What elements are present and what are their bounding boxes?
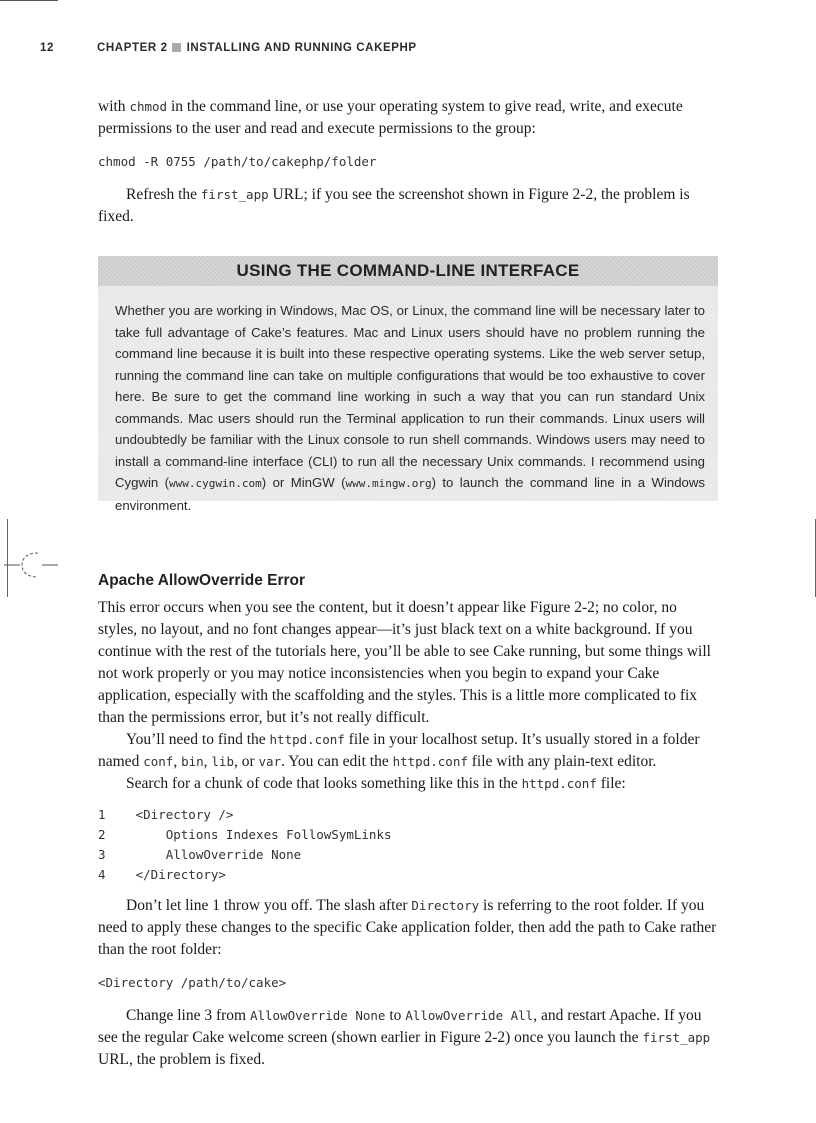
paragraph <box>98 729 718 773</box>
page-number: 12 <box>40 42 54 54</box>
section-body <box>98 597 718 1071</box>
text-run: Change line 3 from <box>126 1007 250 1024</box>
cygwin-url: www.cygwin.com <box>169 477 262 490</box>
chapter-heading <box>97 42 417 54</box>
square-bullet-icon <box>172 43 181 52</box>
text-run: URL; if you see the screenshot shown in Figure 2-2, the problem is fixed. <box>98 186 690 225</box>
command-line: chmod -R 0755 /path/to/cakephp/folder <box>98 154 377 169</box>
text-run: ) to launch the command line in a Windows environment. <box>115 475 705 513</box>
inline-code: first_app <box>642 1030 711 1045</box>
inline-code: lib <box>211 754 234 769</box>
code-line: 3 AllowOverride None <box>98 847 302 862</box>
inline-code: bin <box>181 754 204 769</box>
text-run: Don’t let line 1 throw you off. The slash after <box>126 897 412 914</box>
text-run: , or <box>233 753 259 770</box>
text-run: URL, the problem is fixed. <box>98 1051 266 1068</box>
chapter-label: CHAPTER 2 <box>97 42 168 54</box>
inline-code: Directory <box>411 898 480 913</box>
text-run: to <box>385 1007 406 1024</box>
inline-code: httpd.conf <box>521 776 597 791</box>
inline-code: AllowOverride All <box>405 1008 534 1023</box>
section-heading: Apache AllowOverride Error <box>98 572 306 589</box>
sidebar-body <box>115 300 705 516</box>
paragraph: This error occurs when you see the content, but it doesn’t appear like Figure 2-2; no color, no styles, no layout, and no font changes appear—it’s just black text on a white background. If you continue with the rest of the tutorials here, you’ll be able to see Cake running, but some things will not work properly or you may notice inconsistencies when you begin to expand your Cake application, especially with the scaffolding and the styles. This is a little more complicated to fix than the permissions error, but it’s not really difficult. <box>98 599 711 726</box>
paragraph <box>98 96 718 140</box>
text-run: , and restart Apache. If you see the regular Cake welcome screen (shown earlier in Figure 2-2) once you launch the <box>98 1007 702 1046</box>
intro-block <box>98 96 718 228</box>
crop-mark-icon <box>4 549 64 579</box>
text-run: is referring to the root folder. If you need to apply these changes to the specific Cake application folder, then add the path to Cake rather than the root folder: <box>98 897 717 958</box>
top-rule <box>0 0 58 1</box>
text-run: file in your localhost setup. It’s usually stored in a folder named <box>98 731 700 770</box>
text-run: file with any plain-text editor. <box>467 753 657 770</box>
sidebar-title: USING THE COMMAND-LINE INTERFACE <box>98 256 718 286</box>
text-run: You’ll need to find the <box>126 731 270 748</box>
text-run: , <box>203 753 212 770</box>
directory-line: <Directory /path/to/cake> <box>98 975 287 990</box>
text-run: Search for a chunk of code that looks something like this in the <box>126 775 522 792</box>
paragraph <box>98 895 718 961</box>
chapter-title: INSTALLING AND RUNNING CAKEPHP <box>186 42 417 54</box>
code-line: 1 <Directory /> <box>98 807 234 822</box>
paragraph <box>98 773 718 795</box>
inline-code: conf <box>143 754 174 769</box>
inline-code: AllowOverride None <box>249 1008 386 1023</box>
mingw-url: www.mingw.org <box>345 477 432 490</box>
text-run: file: <box>596 775 626 792</box>
inline-code: httpd.conf <box>269 732 345 747</box>
sidebar-box <box>98 256 718 513</box>
paragraph <box>98 1005 718 1071</box>
text-run: in the command line, or use your operating system to give read, write, and execute permissions to the user and read and execute permissions to the group: <box>98 98 683 137</box>
paragraph <box>98 184 718 228</box>
inline-code: var <box>258 754 282 769</box>
code-line: 2 Options Indexes FollowSymLinks <box>98 827 392 842</box>
inline-code: first_app <box>200 187 269 202</box>
text-run: ) or MinGW ( <box>261 475 346 490</box>
inline-code: chmod <box>129 99 168 114</box>
code-line: 4 </Directory> <box>98 867 226 882</box>
text-run: Refresh the <box>126 186 201 203</box>
text-run: with <box>98 98 130 115</box>
inline-code: httpd.conf <box>392 754 468 769</box>
text-run: . You can edit the <box>281 753 393 770</box>
code-listing <box>98 805 718 885</box>
text-run: Whether you are working in Windows, Mac OS, or Linux, the command line will be necessary later to take full advantage of Cake’s features. Mac and Linux users should have no problem running the command line because it is built into these respective operating systems. Like the web server setup, running the command line can take on multiple configurations that would be too exhaustive to cover here. Be sure to get the command line working in such a way that you can run standard Unix commands. Mac users should run the Terminal application to run their commands. Linux users will undoubtedly be familiar with the Linux console to run shell commands. Windows users may need to install a command-line interface (CLI) to run all the necessary Unix commands. I recommend using Cygwin ( <box>115 303 705 490</box>
text-run: , <box>173 753 182 770</box>
